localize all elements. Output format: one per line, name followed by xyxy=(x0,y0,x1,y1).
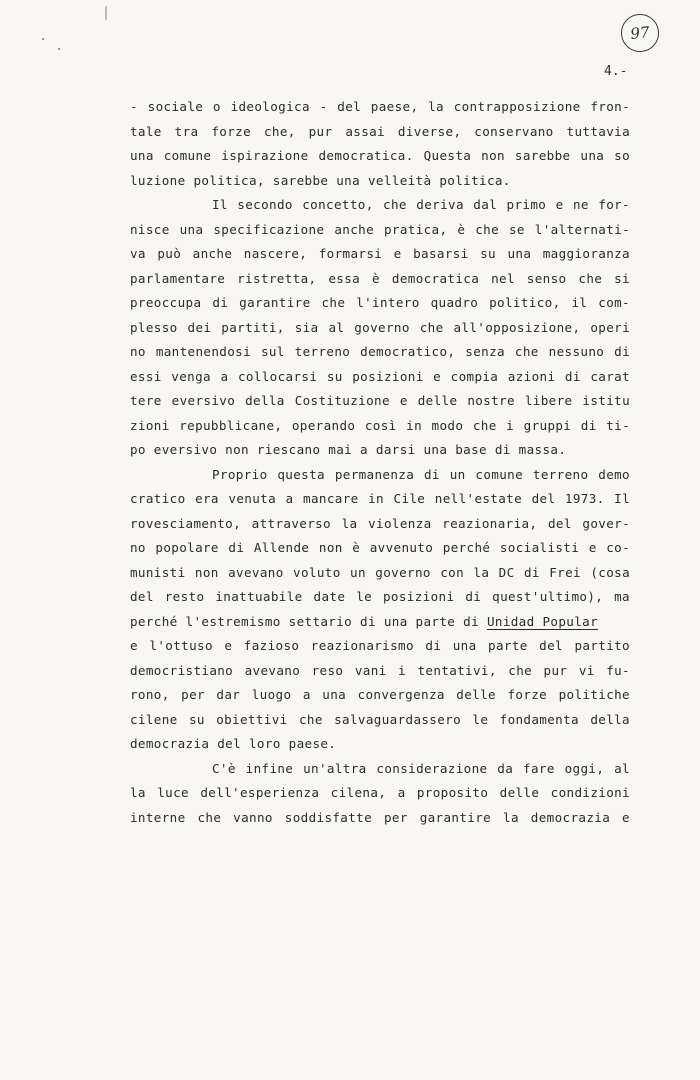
text-line: va può anche nascere, formarsi e basarsi su una maggioranza xyxy=(130,246,630,261)
text-line: la luce dell'esperienza cilena, a proposito delle condizioni xyxy=(130,785,630,800)
page-number: 4.- xyxy=(604,64,628,79)
text-line: democristiano avevano reso vani i tentativi, che pur vi fu- xyxy=(130,662,630,678)
text-line: no popolare di Allende non è avvenuto perché socialisti e co- xyxy=(130,540,630,555)
text-line: rovesciamento, attraverso la violenza reazionaria, del gover- xyxy=(130,515,630,531)
text-line: no mantenendosi sul terreno democratico, senza che nessuno di xyxy=(130,344,630,359)
text-line: munisti non avevano voluto un governo con la DC di Frei (cosa xyxy=(130,564,630,580)
text-line: nisce una specificazione anche pratica, è che se l'alternati- xyxy=(130,221,630,237)
text-line: po eversivo non riescano mai a darsi una base di massa. xyxy=(130,442,567,457)
archive-number-stamp: 97 xyxy=(619,12,661,54)
body-text xyxy=(130,95,630,830)
text-line: tale tra forze che, pur assai diverse, conservano tuttavia xyxy=(130,123,630,139)
paragraph-first-line: Il secondo concetto, che deriva dal primo e ne for- xyxy=(212,197,630,212)
text-line: democrazia del loro paese. xyxy=(130,736,337,751)
paper-speck xyxy=(42,38,44,40)
text-line: una comune ispirazione democratica. Questa non sarebbe una so xyxy=(130,148,630,163)
text-line: rono, per dar luogo a una convergenza delle forze politiche xyxy=(130,687,630,702)
text-line: e l'ottuso e fazioso reazionarismo di una parte del partito xyxy=(130,638,630,653)
paper-speck xyxy=(105,6,107,20)
text-line: parlamentare ristretta, essa è democratica nel senso che si xyxy=(130,270,630,286)
text-line: essi venga a collocarsi su posizioni e compia azioni di carat xyxy=(130,368,630,384)
text-line: plesso dei partiti, sia al governo che all'opposizione, operi xyxy=(130,319,630,335)
text-line xyxy=(130,610,630,635)
text-line: interne che vanno soddisfatte per garantire la democrazia e xyxy=(130,809,630,825)
text-line: tere eversivo della Costituzione e delle nostre libere istitu xyxy=(130,393,630,408)
paper-speck xyxy=(58,48,60,50)
paragraph-first-line: C'è infine un'altra considerazione da fare oggi, al xyxy=(212,760,630,776)
text-line: cratico era venuta a mancare in Cile nell'estate del 1973. Il xyxy=(130,491,630,506)
text-line: preoccupa di garantire che l'intero quadro politico, il com- xyxy=(130,295,630,310)
text-line: cilene su obiettivi che salvaguardassero le fondamenta della xyxy=(130,711,630,727)
text-line: del resto inattuabile date le posizioni di quest'ultimo), ma xyxy=(130,589,630,604)
text-line: zioni repubblicane, operando così in modo che i gruppi di ti- xyxy=(130,417,630,433)
text-segment: perché l'estremismo settario di una parte di xyxy=(130,613,487,629)
underlined-term: Unidad Popular xyxy=(486,613,599,629)
text-line: luzione politica, sarebbe una velleità politica. xyxy=(130,172,511,188)
paragraph-first-line: Proprio questa permanenza di un comune terreno demo xyxy=(212,466,630,482)
text-line: - sociale o ideologica - del paese, la contrapposizione fron- xyxy=(130,99,630,114)
